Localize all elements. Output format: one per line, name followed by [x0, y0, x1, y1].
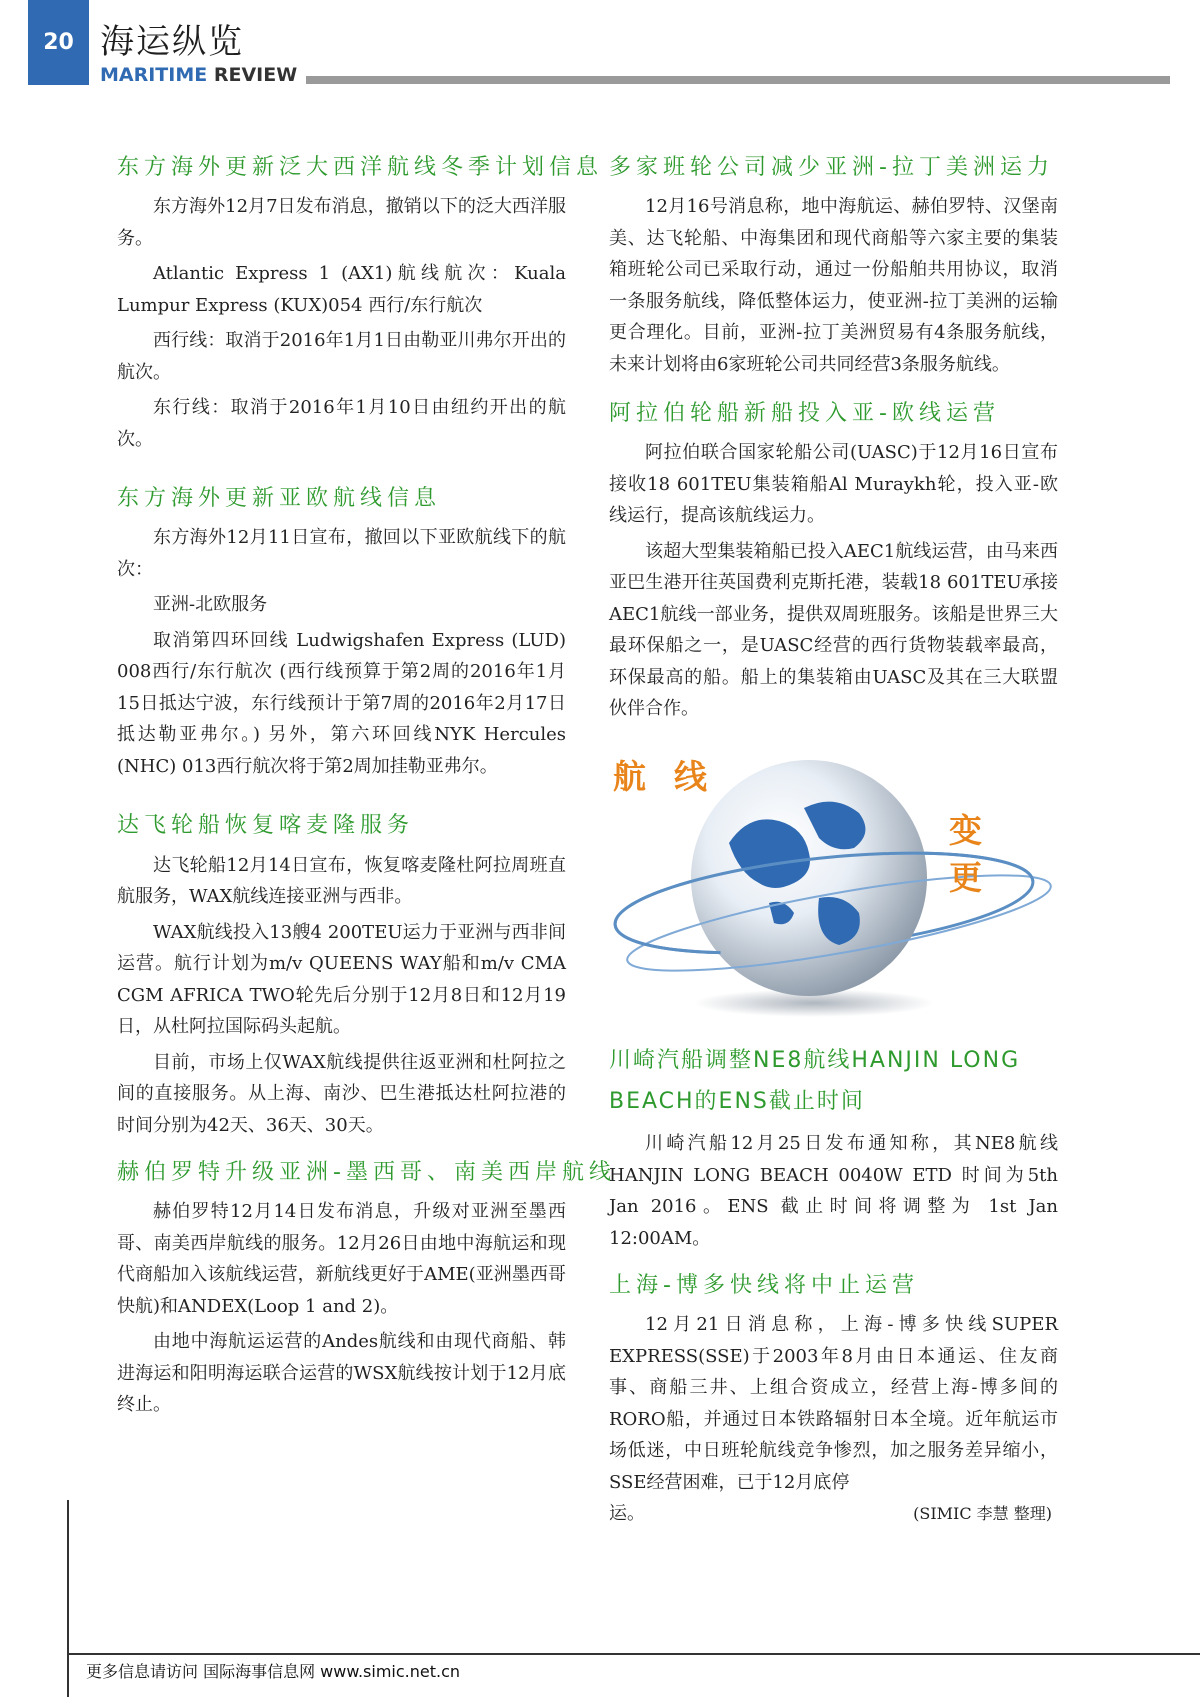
- article-title: 东方海外更新亚欧航线信息: [117, 486, 442, 512]
- article-oocl-asia-europe: [117, 481, 566, 782]
- article-paragraph: Atlantic Express 1 (AX1)航线航次：Kuala Lumpur Express (KUX)054 西行/东行航次: [117, 263, 566, 316]
- article-paragraph-end: 运。: [609, 1503, 645, 1525]
- article-paragraph: 12月16号消息称，地中海航运、赫伯罗特、汉堡南美、达飞轮船、中海集团和现代商船等六家主要的集装箱班轮公司已采取行动，通过一份船舶共用协议，取消一条服务航线，降低整体运力，使亚洲-拉丁美洲的运输更合理化。目前，亚洲-拉丁美洲贸易有4条服务航线，未来计划将由6家班轮公司共同经营3条服务航线。: [609, 196, 1058, 375]
- article-title: 川崎汽船调整NE8航线HANJIN LONG BEACH的ENS截止时间: [609, 1047, 1021, 1114]
- article-paragraph: 12月21日消息称，上海-博多快线SUPER EXPRESS(SSE)于2003年8月由日本通运、住友商事、商船三井、上组合资成立，经营上海-博多间的RORO船，并通过日本铁路辐射日本全境。近年航运市场低迷，中日班轮航线竞争惨烈，加之服务差异缩小，SSE经营困难，已于12月底停: [609, 1314, 1058, 1493]
- article-paragraph: 西行线：取消于2016年1月1日由勒亚川弗尔开出的航次。: [117, 330, 566, 383]
- article-title: 阿拉伯轮船新船投入亚-欧线运营: [609, 401, 1000, 427]
- article-paragraph: 川崎汽船12月25日发布通知称，其NE8航线HANJIN LONG BEACH 0040W ETD 时间为5th Jan 2016。ENS 截止时间将调整为 1st Jan 12:00AM。: [609, 1133, 1058, 1249]
- article-paragraph: 达飞轮船12月14日宣布，恢复喀麦隆杜阿拉周班直航服务，WAX航线连接亚洲与西非。: [117, 854, 566, 908]
- article-paragraph: 阿拉伯联合国家轮船公司(UASC)于12月16日宣布接收18 601TEU集装箱船Al Muraykh轮，投入亚-欧线运行，提高该航线运力。: [609, 442, 1058, 527]
- article-paragraph: 目前，市场上仅WAX航线提供往返亚洲和杜阿拉之间的直接服务。从上海、南沙、巴生港抵达杜阿拉港的时间分别为42天、36天、30天。: [117, 1051, 566, 1136]
- article-title: 达飞轮船恢复喀麦隆服务: [117, 813, 415, 839]
- article-k-line-ne8: [609, 1041, 1058, 1254]
- article-shanghai-hakata: [609, 1268, 1058, 1530]
- article-oocl-transatlantic: [117, 150, 604, 455]
- magazine-subtitle: [100, 64, 297, 86]
- page-number: 20: [28, 0, 89, 85]
- article-paragraph: 由地中海航运运营的Andes航线和由现代商船、韩进海运和阳明海运联合运营的WSX航线按计划于12月底终止。: [117, 1331, 566, 1416]
- article-credit: [609, 1498, 1058, 1530]
- article-paragraph: 取消第四环回线 Ludwigshafen Express (LUD) 008西行/东行航次 (西行线预算于第2周的2016年1月15日抵达宁波，东行线预计于第7周的2016年2月17日抵达勒亚弗尔。) 另外，第六环回线NYK Hercules (NHC) 013西行航次将于第2周加挂勒亚弗尔。: [117, 629, 566, 777]
- subtitle-maritime: MARITIME: [100, 64, 208, 86]
- footer-vertical-rule: [67, 1500, 69, 1697]
- article-paragraph: 东方海外12月11日宣布，撤回以下亚欧航线下的航次：: [117, 527, 566, 580]
- article-hapag-lloyd-upgrade: [117, 1155, 616, 1421]
- magazine-title: 海运纵览: [100, 22, 244, 62]
- right-column: [609, 150, 1058, 1530]
- article-uasc-new-ship: [609, 396, 1058, 725]
- article-paragraph: 亚洲-北欧服务: [153, 594, 268, 616]
- article-paragraph: 赫伯罗特12月14日发布消息，升级对亚洲至墨西哥、南美西岸航线的服务。12月26日由地中海航运和现代商船加入该航线运营，新航线更好于AME(亚洲墨西哥快航)和ANDEX(Loop 1 and 2)。: [117, 1201, 566, 1317]
- article-paragraph: 东行线：取消于2016年1月10日由纽约开出的航次。: [117, 397, 566, 450]
- article-latin-america-capacity: [609, 150, 1058, 380]
- article-paragraph: 该超大型集装箱船已投入AEC1航线运营，由马来西亚巴生港开往英国费利克斯托港，装载18 601TEU承接AEC1航线一部业务，提供双周班服务。该船是世界三大最环保船之一，是UASC经营的西行货物装载率最高，环保最高的船。船上的集装箱由UASC及其在三大联盟伙伴合作。: [609, 540, 1058, 720]
- globe-illustration: [609, 733, 1058, 1023]
- subtitle-review: REVIEW: [213, 64, 298, 86]
- article-title: 东方海外更新泛大西洋航线冬季计划信息: [117, 155, 604, 180]
- illustration-text-route: 航线: [613, 756, 735, 796]
- footer-website: 更多信息请访问 国际海事信息网 www.simic.net.cn: [86, 1662, 461, 1681]
- article-paragraph: 东方海外12月7日发布消息，撤销以下的泛大西洋服务。: [117, 196, 566, 249]
- footer-horizontal-rule: [67, 1653, 1200, 1655]
- editor-credit: (SIMIC 李慧 整理): [913, 1504, 1052, 1524]
- article-title: 多家班轮公司减少亚洲-拉丁美洲运力: [609, 155, 1054, 180]
- article-paragraph: WAX航线投入13艘4 200TEU运力于亚洲与西非间运营。航行计划为m/v QUEENS WAY船和m/v CMA CGM AFRICA TWO轮先后分别于12月8日和12月19日，从杜阿拉国际码头起航。: [117, 921, 566, 1038]
- left-column: [117, 150, 616, 1425]
- illustration-text-change: 变更: [949, 810, 1010, 897]
- article-cma-cgm-cameroon: [117, 808, 566, 1141]
- article-title: 赫伯罗特升级亚洲-墨西哥、南美西岸航线: [117, 1160, 616, 1186]
- header-divider: [306, 76, 1170, 84]
- article-title: 上海-博多快线将中止运营: [609, 1273, 919, 1299]
